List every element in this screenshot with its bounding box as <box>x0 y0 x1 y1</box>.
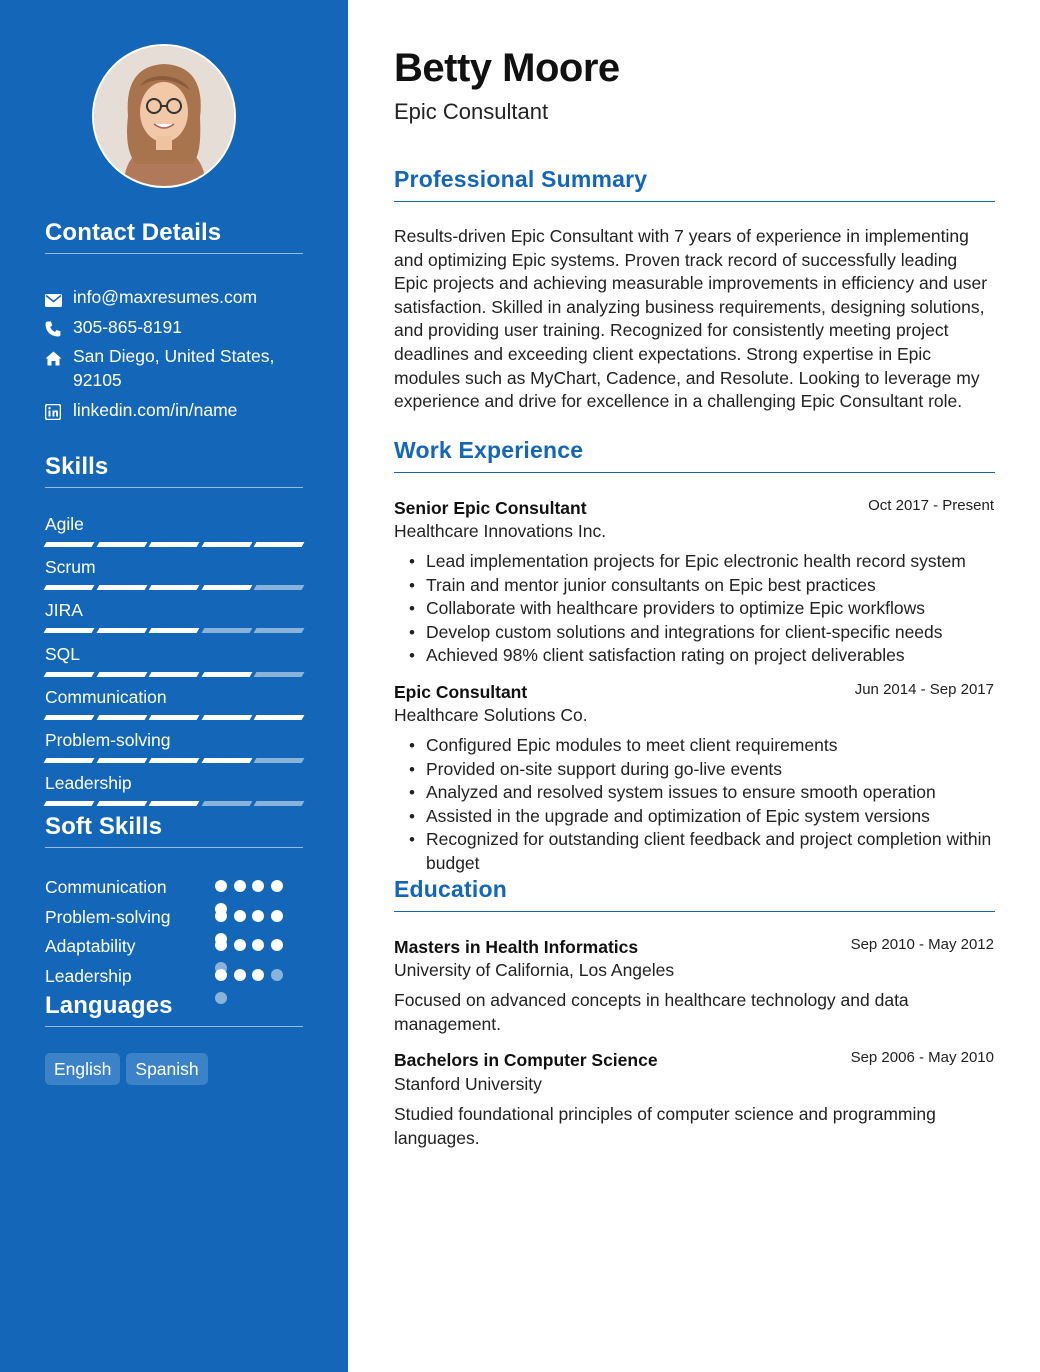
rating-dot <box>215 969 227 981</box>
skill-level-bars <box>45 542 303 547</box>
skill-level-segment <box>96 758 146 763</box>
list-item: • Lead implementation projects for Epic electronic health record system <box>406 550 995 574</box>
skill-name: Leadership <box>45 773 132 794</box>
sidebar <box>0 0 348 1372</box>
skill-level-segment <box>201 542 251 547</box>
skill-level-segment <box>254 585 304 590</box>
skill-name: Problem-solving <box>45 730 171 750</box>
soft-skill-name: Leadership <box>45 966 132 987</box>
rating-dot <box>252 969 264 981</box>
skill-level-segment <box>44 801 94 806</box>
skill-name: Agile <box>45 514 84 534</box>
profile-photo <box>94 46 234 186</box>
contact-email[interactable] <box>45 285 305 313</box>
degree-title: Masters in Health Informatics <box>394 937 639 957</box>
skill-level-bars <box>45 628 303 633</box>
skill-level-segment <box>96 801 146 806</box>
skill-level-segment <box>149 628 199 633</box>
email-text: info@maxresumes.com <box>73 287 258 307</box>
skill-item <box>45 513 303 547</box>
languages-heading: Languages <box>45 992 303 1027</box>
list-item: • Train and mentor junior consultants on Epic best practices <box>406 574 995 598</box>
list-item: • Develop custom solutions and integrations for client-specific needs <box>406 621 995 645</box>
contact-linkedin[interactable] <box>45 398 305 426</box>
degree-title: Bachelors in Computer Science <box>394 1050 658 1070</box>
skill-level-bars <box>45 758 303 763</box>
job-dates: Oct 2017 - Present <box>868 497 994 514</box>
list-item: • Achieved 98% client satisfaction rating on project deliverables <box>406 644 995 668</box>
soft-skill-rating <box>215 910 295 924</box>
location-line-1: San Diego, United States, <box>73 346 275 366</box>
skill-level-bars <box>45 585 303 590</box>
soft-skill-rating <box>215 939 295 953</box>
skill-level-bars <box>45 715 303 720</box>
skill-level-segment <box>254 801 304 806</box>
skill-item <box>45 772 303 806</box>
envelope-icon <box>45 285 73 313</box>
rating-dot <box>271 910 283 922</box>
skill-level-segment <box>149 542 199 547</box>
skill-level-segment <box>201 715 251 720</box>
language-tag: Spanish <box>126 1053 207 1085</box>
rating-dot <box>234 910 246 922</box>
school-name: University of California, Los Angeles <box>394 960 675 980</box>
skill-name: Communication <box>45 686 167 707</box>
rating-dot <box>252 939 264 951</box>
job-dates: Jun 2014 - Sep 2017 <box>854 681 994 698</box>
skill-level-segment <box>44 715 94 720</box>
soft-skill-rating <box>215 969 295 983</box>
degree-dates: Sep 2006 - May 2010 <box>850 1049 994 1066</box>
rating-dot <box>234 880 246 892</box>
job-title: Epic Consultant <box>394 682 528 702</box>
rating-dot <box>271 969 283 981</box>
soft-skill-rating <box>215 880 295 894</box>
skill-level-segment <box>96 542 146 547</box>
phone-icon <box>45 315 73 343</box>
home-icon <box>45 344 73 392</box>
experience-heading: Work Experience <box>394 437 995 473</box>
list-item: • Assisted in the upgrade and optimization of Epic system versions <box>406 805 995 829</box>
rating-dot <box>252 880 264 892</box>
skill-level-segment <box>149 672 199 677</box>
skill-name: SQL <box>45 643 81 664</box>
candidate-title: Epic Consultant <box>394 99 549 124</box>
skill-level-segment <box>44 672 94 677</box>
skill-name: JIRA <box>45 600 83 621</box>
skill-level-segment <box>96 585 146 590</box>
rating-dot <box>215 939 227 951</box>
skills-heading: Skills <box>45 453 303 488</box>
phone-text: 305-865-8191 <box>73 317 182 337</box>
skill-level-segment <box>44 585 94 590</box>
skill-level-segment <box>96 628 146 633</box>
language-tag: English <box>45 1053 120 1085</box>
skill-level-segment <box>201 672 251 677</box>
rating-dot <box>252 910 264 922</box>
list-item: • Analyzed and resolved system issues to ensure smooth operation <box>406 781 995 805</box>
degree-dates: Sep 2010 - May 2012 <box>850 936 994 953</box>
summary-text: Results-driven Epic Consultant with 7 years of experience in implementing and optimizing Epic systems. Proven track record of successfully leading Epic projects and achieving measurable improvements in efficiency and user satisfaction. Skilled in analyzing business requirements, designing solutions, and providing user training. Recognized for consistently meeting project deadlines and exceeding client expectations. Strong expertise in Epic modules such as MyChart, Cadence, and Resolute. Looking to leverage my experience and drive for excellence in a challenging Epic Consultant role. <box>394 226 988 412</box>
job-bullets <box>406 734 995 876</box>
soft-skill-name: Adaptability <box>45 936 136 957</box>
skill-level-segment <box>201 585 251 590</box>
candidate-name: Betty Moore <box>394 46 620 90</box>
degree-description: Studied foundational principles of computer science and programming languages. <box>394 1104 936 1148</box>
skill-level-segment <box>44 758 94 763</box>
skill-level-segment <box>44 542 94 547</box>
skill-level-segment <box>254 542 304 547</box>
list-item: • Provided on-site support during go-live events <box>406 758 995 782</box>
list-item: • Collaborate with healthcare providers to optimize Epic workflows <box>406 597 995 621</box>
degree-description: Focused on advanced concepts in healthcare technology and data management. <box>394 990 909 1034</box>
skill-item <box>45 686 303 720</box>
soft-skills-heading: Soft Skills <box>45 813 303 848</box>
skill-level-segment <box>201 801 251 806</box>
skill-level-segment <box>201 628 251 633</box>
skill-item <box>45 599 303 633</box>
contact-location <box>45 344 305 392</box>
skill-level-segment <box>254 628 304 633</box>
skill-level-segment <box>149 801 199 806</box>
skill-item <box>45 643 303 677</box>
soft-skill-name: Communication <box>45 877 167 897</box>
skill-level-segment <box>201 758 251 763</box>
skill-level-segment <box>254 758 304 763</box>
skill-item <box>45 729 303 763</box>
soft-skill-name: Problem-solving <box>45 906 171 927</box>
linkedin-icon <box>45 398 73 426</box>
linkedin-text: linkedin.com/in/name <box>73 400 238 420</box>
skill-level-segment <box>96 715 146 720</box>
skill-level-segment <box>149 585 199 590</box>
rating-dot <box>271 880 283 892</box>
list-item: • Recognized for outstanding client feedback and project completion within budget <box>406 828 995 875</box>
location-text <box>73 344 305 392</box>
rating-dot <box>215 910 227 922</box>
rating-dot <box>234 939 246 951</box>
summary-heading: Professional Summary <box>394 166 995 202</box>
rating-dot <box>215 880 227 892</box>
job-company: Healthcare Solutions Co. <box>394 705 588 725</box>
job-bullets <box>406 550 995 668</box>
avatar <box>92 44 236 188</box>
location-line-2: 92105 <box>73 370 122 390</box>
education-heading: Education <box>394 876 995 912</box>
school-name: Stanford University <box>394 1074 542 1094</box>
contact-heading: Contact Details <box>45 219 303 254</box>
job-company: Healthcare Innovations Inc. <box>394 521 607 541</box>
skill-level-segment <box>254 672 304 677</box>
languages-list <box>45 1053 208 1085</box>
skill-level-segment <box>254 715 304 720</box>
skill-level-segment <box>44 628 94 633</box>
skill-level-bars <box>45 801 303 806</box>
rating-dot <box>271 939 283 951</box>
skill-name: Scrum <box>45 557 96 578</box>
skill-item <box>45 556 303 590</box>
contact-phone[interactable] <box>45 315 305 343</box>
skill-level-bars <box>45 672 303 677</box>
skill-level-segment <box>149 715 199 720</box>
skill-level-segment <box>96 672 146 677</box>
job-title: Senior Epic Consultant <box>394 498 587 518</box>
skill-level-segment <box>149 758 199 763</box>
rating-dot <box>234 969 246 981</box>
list-item: • Configured Epic modules to meet client requirements <box>406 734 995 758</box>
